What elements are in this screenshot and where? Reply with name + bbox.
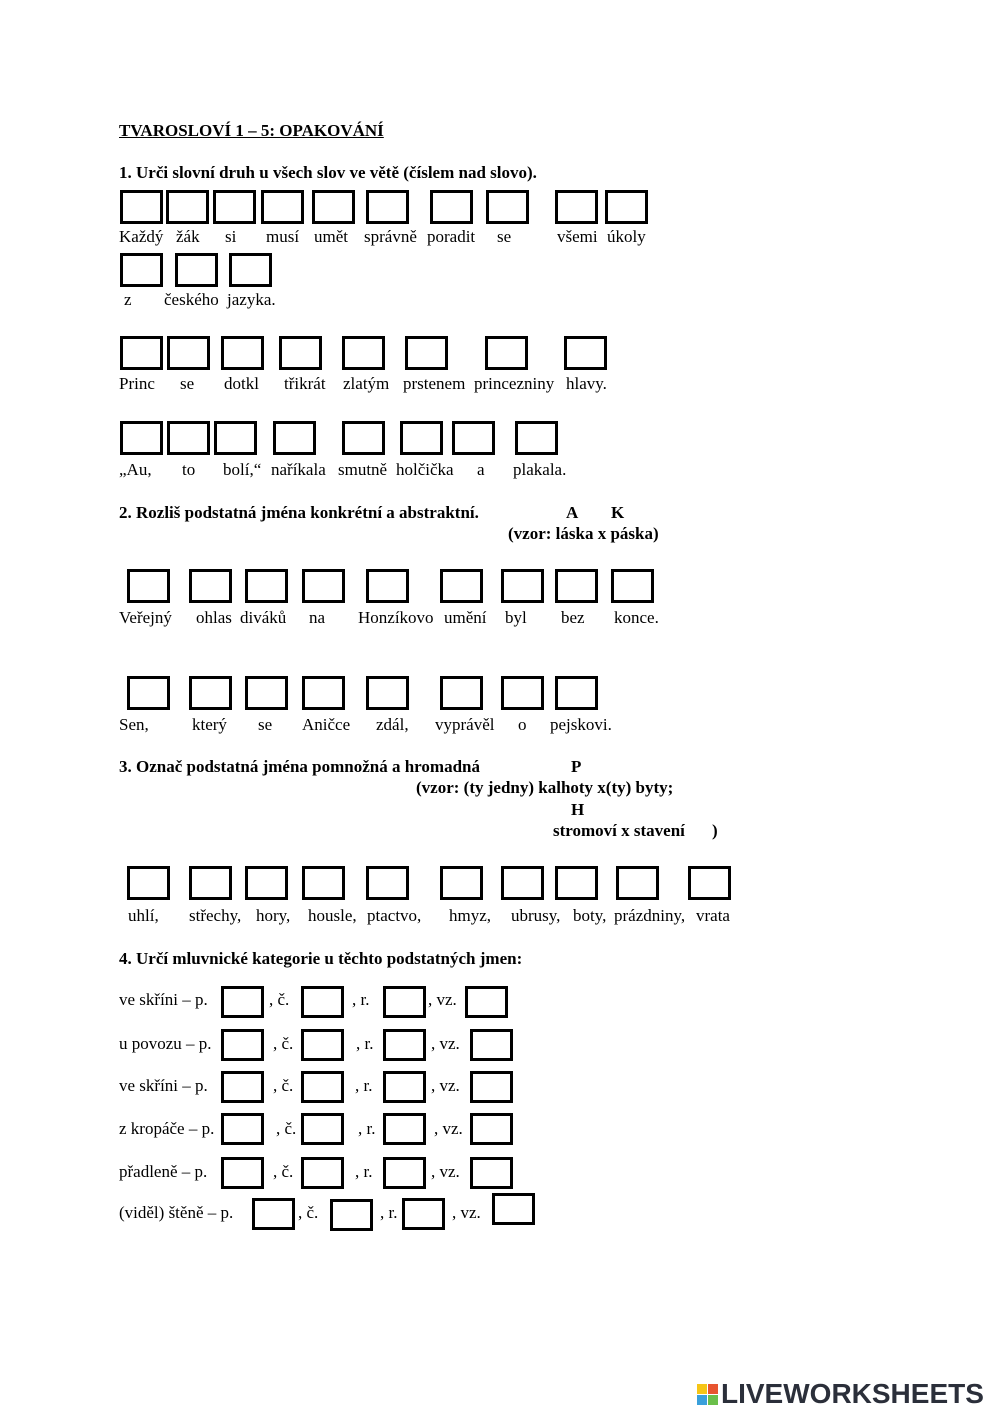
answer-box[interactable] (366, 569, 409, 603)
label-number: , č. (273, 1034, 294, 1053)
answer-box[interactable] (555, 190, 598, 224)
pattern-box[interactable] (470, 1113, 513, 1145)
word: správně (364, 227, 417, 246)
label-abstract: A (566, 503, 579, 522)
word: holčička (396, 460, 454, 479)
word: bez (561, 608, 585, 627)
answer-box[interactable] (555, 866, 598, 900)
label-gender: , r. (355, 1076, 373, 1095)
label-collective: H (571, 800, 585, 819)
word: českého (164, 290, 219, 309)
answer-box[interactable] (342, 336, 385, 370)
answer-box[interactable] (213, 190, 256, 224)
answer-box[interactable] (430, 190, 473, 224)
answer-box[interactable] (175, 253, 218, 287)
task2-example: (vzor: láska x páska) (508, 524, 659, 543)
case-box[interactable] (221, 1113, 264, 1145)
label-gender: , r. (352, 990, 370, 1009)
word: ohlas (196, 608, 232, 627)
task4-heading: 4. Určí mluvnické kategorie u těchto podstatných jmen: (119, 949, 523, 968)
number-box[interactable] (330, 1199, 373, 1231)
worksheet-title: TVAROSLOVÍ 1 – 5: OPAKOVÁNÍ (119, 121, 384, 140)
answer-box[interactable] (501, 676, 544, 710)
gender-box[interactable] (383, 1029, 426, 1061)
word: zlatým (343, 374, 390, 393)
word: Honzíkovo (358, 608, 434, 627)
case-box[interactable] (221, 1157, 264, 1189)
word: a (477, 460, 485, 479)
answer-box[interactable] (366, 866, 409, 900)
label-concrete: K (611, 503, 625, 522)
word: Aničce (302, 715, 351, 734)
word: hory, (256, 906, 291, 925)
liveworksheets-logo-icon (697, 1384, 718, 1405)
answer-box[interactable] (501, 569, 544, 603)
answer-box[interactable] (515, 421, 558, 455)
gender-box[interactable] (402, 1198, 445, 1230)
task2-heading: 2. Rozliš podstatná jména konkrétní a abstraktní. (119, 503, 479, 522)
label-number: , č. (269, 990, 290, 1009)
answer-box[interactable] (120, 190, 163, 224)
number-box[interactable] (301, 1029, 344, 1061)
word: třikrát (284, 374, 326, 393)
label-number: , č. (276, 1119, 297, 1138)
row-label: ve skříni – p. (119, 990, 208, 1009)
pattern-box[interactable] (465, 986, 508, 1018)
word: na (309, 608, 326, 627)
label-pattern: , vz. (431, 1076, 460, 1095)
answer-box[interactable] (611, 569, 654, 603)
word: se (180, 374, 195, 393)
answer-box[interactable] (261, 190, 304, 224)
label-number: , č. (298, 1203, 319, 1222)
label-number: , č. (273, 1162, 294, 1181)
pattern-box[interactable] (492, 1193, 535, 1225)
word: žák (176, 227, 200, 246)
answer-box[interactable] (605, 190, 648, 224)
task1-heading: 1. Urči slovní druh u všech slov ve větě (číslem nad slovo). (119, 163, 537, 182)
word: vyprávěl (435, 715, 495, 734)
word: Veřejný (119, 608, 172, 627)
word: poradit (427, 227, 476, 246)
word: byl (505, 608, 527, 627)
answer-box[interactable] (485, 336, 528, 370)
answer-box[interactable] (189, 866, 232, 900)
word: umět (314, 227, 348, 246)
answer-box[interactable] (167, 421, 210, 455)
task3-example-line2: stromoví x stavení (553, 821, 685, 840)
word: uhlí, (128, 906, 159, 925)
case-box[interactable] (221, 986, 264, 1018)
number-box[interactable] (301, 1157, 344, 1189)
label-plural: P (571, 757, 582, 776)
answer-box[interactable] (214, 421, 257, 455)
word: se (258, 715, 273, 734)
word: hlavy. (566, 374, 607, 393)
label-gender: , r. (358, 1119, 376, 1138)
row-label: z kropáče – p. (119, 1119, 215, 1138)
word: princezniny (474, 374, 555, 393)
label-gender: , r. (380, 1203, 398, 1222)
answer-box[interactable] (189, 569, 232, 603)
word: prstenem (403, 374, 466, 393)
word: prázdniny, (614, 906, 686, 925)
answer-box[interactable] (245, 569, 288, 603)
answer-box[interactable] (302, 569, 345, 603)
answer-box[interactable] (440, 676, 483, 710)
answer-box[interactable] (120, 253, 163, 287)
word: střechy, (189, 906, 242, 925)
answer-box[interactable] (440, 866, 483, 900)
answer-box[interactable] (555, 569, 598, 603)
case-box[interactable] (221, 1029, 264, 1061)
word: to (182, 460, 196, 479)
answer-box[interactable] (167, 336, 210, 370)
word: „Au, (119, 460, 152, 479)
label-gender: , r. (356, 1034, 374, 1053)
word: všemi (557, 227, 598, 246)
case-box[interactable] (252, 1198, 295, 1230)
word: diváků (240, 608, 287, 627)
gender-box[interactable] (383, 1157, 426, 1189)
label-pattern: , vz. (428, 990, 457, 1009)
label-gender: , r. (355, 1162, 373, 1181)
row-label: přadleně – p. (119, 1162, 208, 1181)
answer-box[interactable] (342, 421, 385, 455)
answer-box[interactable] (245, 676, 288, 710)
answer-box[interactable] (440, 569, 483, 603)
logo-text: LIVEWORKSHEETS (721, 1378, 984, 1409)
answer-box[interactable] (245, 866, 288, 900)
word: úkoly (607, 227, 646, 246)
answer-box[interactable] (229, 253, 272, 287)
word: musí (266, 227, 300, 246)
number-box[interactable] (301, 1113, 344, 1145)
answer-box[interactable] (273, 421, 316, 455)
pattern-box[interactable] (470, 1029, 513, 1061)
answer-box[interactable] (166, 190, 209, 224)
answer-box[interactable] (221, 336, 264, 370)
word: bolí,“ (223, 460, 262, 479)
task3-example-close: ) (712, 821, 718, 840)
word: konce. (614, 608, 659, 627)
word: pejskovi. (550, 715, 612, 734)
row-label: ve skříni – p. (119, 1076, 208, 1095)
word: hmyz, (449, 906, 492, 925)
answer-box[interactable] (302, 866, 345, 900)
row-label: u povozu – p. (119, 1034, 212, 1053)
answer-box[interactable] (555, 676, 598, 710)
word: z (124, 290, 132, 309)
answer-box[interactable] (405, 336, 448, 370)
word: housle, (308, 906, 357, 925)
word: smutně (338, 460, 388, 479)
word: Princ (119, 374, 155, 393)
pattern-box[interactable] (470, 1157, 513, 1189)
answer-box[interactable] (564, 336, 607, 370)
pattern-box[interactable] (470, 1071, 513, 1103)
word: naříkala (271, 460, 326, 479)
word: si (225, 227, 237, 246)
word: umění (444, 608, 487, 627)
word: boty, (573, 906, 607, 925)
label-pattern: , vz. (431, 1034, 460, 1053)
answer-box[interactable] (486, 190, 529, 224)
answer-box[interactable] (189, 676, 232, 710)
answer-box[interactable] (279, 336, 322, 370)
word: ubrusy, (511, 906, 561, 925)
word: dotkl (224, 374, 259, 393)
label-pattern: , vz. (431, 1162, 460, 1181)
word: Každý (119, 227, 164, 246)
answer-box[interactable] (366, 190, 409, 224)
task3-heading: 3. Označ podstatná jména pomnožná a hromadná (119, 757, 480, 776)
label-number: , č. (273, 1076, 294, 1095)
answer-box[interactable] (120, 336, 163, 370)
word: vrata (696, 906, 730, 925)
answer-box[interactable] (312, 190, 355, 224)
answer-box[interactable] (120, 421, 163, 455)
answer-box[interactable] (452, 421, 495, 455)
word: ptactvo, (367, 906, 422, 925)
gender-box[interactable] (383, 1071, 426, 1103)
answer-box[interactable] (366, 676, 409, 710)
gender-box[interactable] (383, 986, 426, 1018)
liveworksheets-logo[interactable] (697, 1378, 984, 1410)
answer-box[interactable] (616, 866, 659, 900)
answer-box[interactable] (127, 676, 170, 710)
answer-box[interactable] (127, 866, 170, 900)
word: jazyka. (227, 290, 276, 309)
answer-box[interactable] (501, 866, 544, 900)
number-box[interactable] (301, 986, 344, 1018)
answer-box[interactable] (127, 569, 170, 603)
word: který (192, 715, 227, 734)
answer-box[interactable] (688, 866, 731, 900)
word: o (518, 715, 527, 734)
number-box[interactable] (301, 1071, 344, 1103)
row-label: (viděl) štěně – p. (119, 1203, 234, 1222)
case-box[interactable] (221, 1071, 264, 1103)
answer-box[interactable] (302, 676, 345, 710)
label-pattern: , vz. (452, 1203, 481, 1222)
word: plakala. (513, 460, 567, 479)
label-pattern: , vz. (434, 1119, 463, 1138)
word: se (497, 227, 512, 246)
answer-box[interactable] (400, 421, 443, 455)
gender-box[interactable] (383, 1113, 426, 1145)
task3-example-line1: (vzor: (ty jedny) kalhoty x(ty) byty; (416, 778, 674, 797)
word: Sen, (119, 715, 149, 734)
word: zdál, (376, 715, 409, 734)
